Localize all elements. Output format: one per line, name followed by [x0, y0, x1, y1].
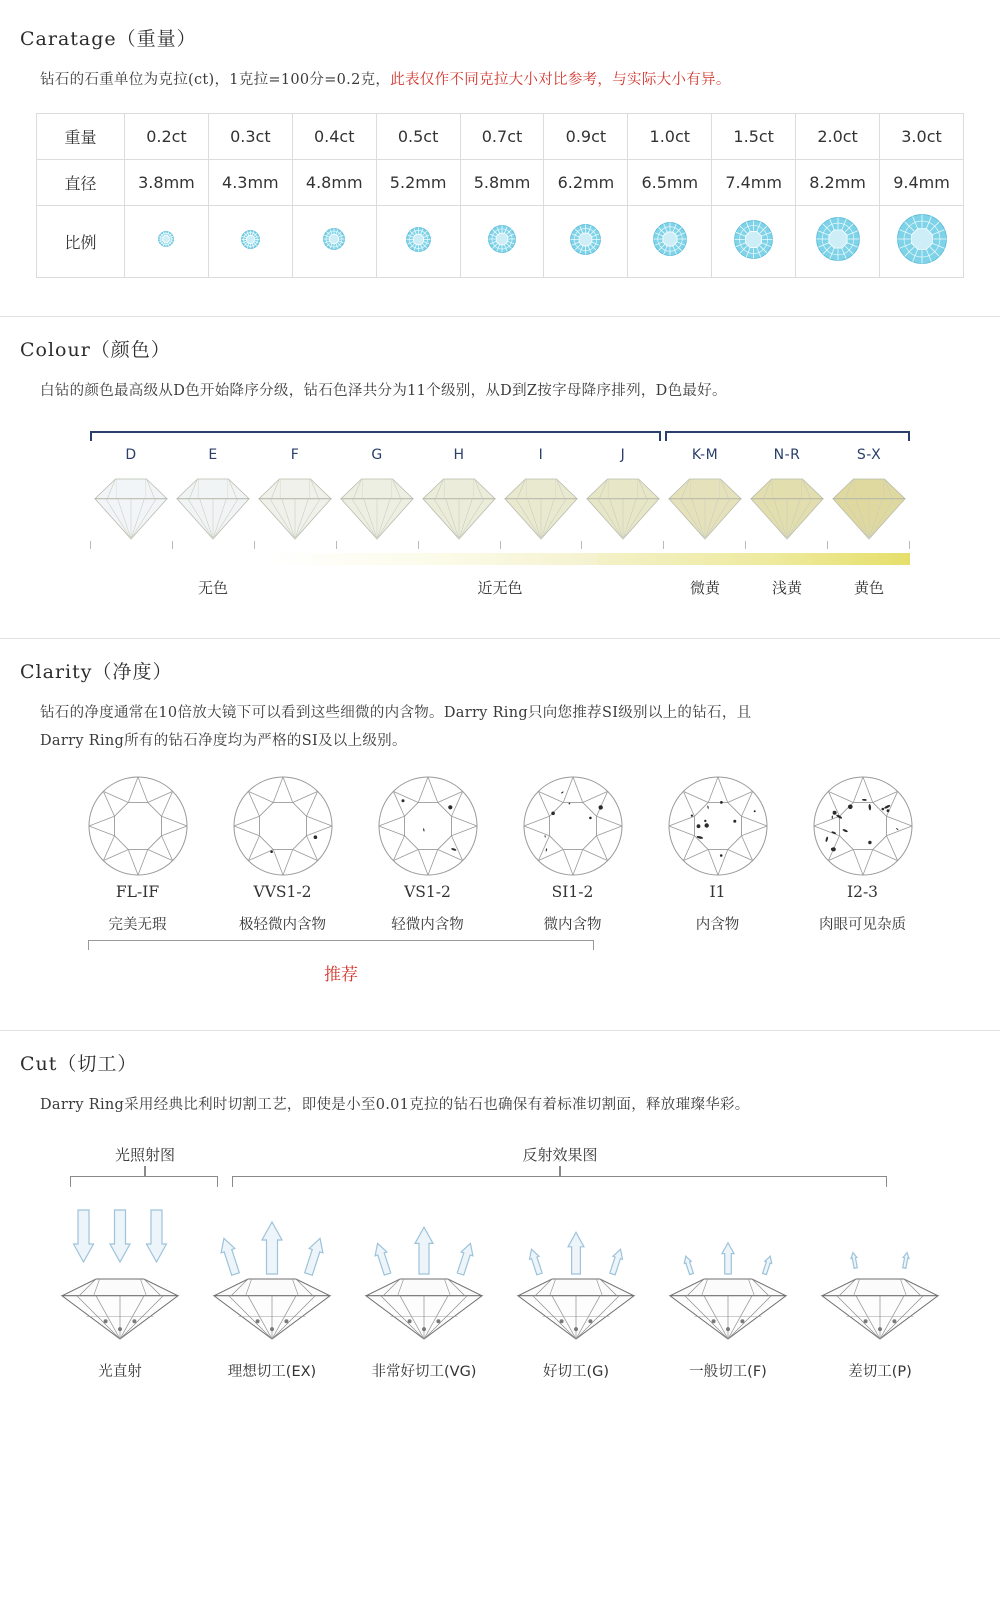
cell-gem-7	[712, 205, 796, 277]
clarity-diagram-icon	[505, 771, 640, 881]
diamond-top-icon	[210, 230, 291, 253]
cell-diameter: 4.3mm	[208, 159, 292, 205]
clarity-description-label: 完美无瑕	[108, 917, 167, 934]
colour-gradient-bar	[90, 553, 910, 565]
diamond-side-icon	[254, 467, 336, 541]
cut-bracket-group	[0, 1138, 1000, 1202]
section-header-caratage	[0, 6, 1000, 61]
diamond-side-icon	[336, 467, 418, 541]
cell-weight: 0.5ct	[376, 113, 460, 159]
clarity-item	[360, 771, 495, 934]
diamond-side-icon	[828, 467, 910, 541]
cut-item	[196, 1202, 348, 1381]
cut-item	[652, 1202, 804, 1381]
section-title-cut: Cut（切工）	[20, 1053, 138, 1076]
clarity-code: VS1-2	[404, 883, 451, 902]
cut-bracket-label-light: 光照射图	[114, 1145, 175, 1164]
diamond-side-icon	[746, 467, 828, 541]
colour-top-bracket	[90, 431, 910, 441]
colour-grade-cell	[746, 441, 828, 541]
diamond-top-icon	[545, 224, 626, 259]
colour-grade-label: S-X	[856, 447, 882, 464]
colour-grade-label: J	[620, 447, 626, 464]
cut-diagram-icon	[348, 1202, 500, 1352]
diamond-side-icon	[582, 467, 664, 541]
caratage-desc-highlight: 此表仅作不同克拉大小对比参考，与实际大小有异。	[390, 72, 731, 88]
cut-scale	[0, 1120, 1000, 1381]
cut-caption: 非常好切工(VG)	[371, 1363, 477, 1380]
cell-gem-6	[628, 205, 712, 277]
cut-bracket-stem-light	[144, 1166, 146, 1176]
cell-gem-5	[544, 205, 628, 277]
cut-caption: 好切工(G)	[542, 1363, 610, 1380]
colour-grade-label: E	[208, 447, 218, 464]
cell-diameter: 5.8mm	[460, 159, 544, 205]
cell-gem-2	[292, 205, 376, 277]
cell-diameter: 7.4mm	[712, 159, 796, 205]
colour-scale	[0, 405, 1000, 598]
row-label-ratio: 比例	[37, 205, 125, 277]
cut-item	[44, 1202, 196, 1381]
colour-grade-cell	[336, 441, 418, 541]
diamond-top-icon	[126, 231, 207, 251]
colour-tick	[909, 541, 910, 549]
section-title-colour: Colour（颜色）	[20, 338, 171, 361]
colour-grade-cell	[254, 441, 336, 541]
clarity-scale	[0, 755, 1000, 1004]
clarity-description-label: 极轻微内含物	[239, 917, 326, 934]
clarity-diagram-icon	[360, 771, 495, 881]
clarity-item	[795, 771, 930, 934]
diamond-top-icon	[462, 225, 543, 257]
diamond-guide-page	[0, 6, 1000, 1411]
table-row-diameter	[37, 159, 964, 205]
diamond-top-icon	[797, 217, 878, 265]
cut-diagram-icon	[44, 1202, 196, 1352]
section-header-clarity	[0, 638, 1000, 694]
cut-bracket-line-light	[70, 1176, 218, 1187]
cut-diagram-icon	[652, 1202, 804, 1352]
cut-diagram-icon	[500, 1202, 652, 1352]
clarity-diagram-icon	[795, 771, 930, 881]
cut-bracket-label-reflect: 反射效果图	[522, 1145, 598, 1164]
caratage-table	[36, 113, 964, 278]
diamond-top-icon	[294, 228, 375, 254]
clarity-description	[0, 694, 1000, 755]
clarity-description-label: 轻微内含物	[391, 917, 464, 934]
colour-grade-label: N-R	[773, 447, 801, 464]
section-header-cut	[0, 1030, 1000, 1086]
cell-weight: 0.3ct	[208, 113, 292, 159]
diamond-side-icon	[418, 467, 500, 541]
cell-diameter: 3.8mm	[125, 159, 209, 205]
cell-weight: 3.0ct	[880, 113, 964, 159]
cut-caption: 理想切工(EX)	[227, 1363, 317, 1380]
clarity-description-label: 肉眼可见杂质	[819, 917, 906, 934]
colour-grade-label: F	[290, 447, 300, 464]
cell-diameter: 9.4mm	[880, 159, 964, 205]
cut-item	[500, 1202, 652, 1381]
cell-gem-4	[460, 205, 544, 277]
clarity-code: I2-3	[846, 883, 879, 902]
section-title-clarity: Clarity（净度）	[20, 661, 173, 684]
cut-description: Darry Ring采用经典比利时切割工艺，即使是小至0.01克拉的钻石也确保有着标准切割面，释放璀璨华彩。	[40, 1097, 750, 1114]
diamond-side-icon	[172, 467, 254, 541]
colour-tick-row	[90, 541, 910, 549]
clarity-desc-line1: 钻石的净度通常在10倍放大镜下可以看到这些细微的内含物。Darry Ring只向您推荐SI级别以上的钻石，且	[40, 705, 752, 722]
colour-description: 白钻的颜色最高级从D色开始降序分级，钻石色泽共分为11个级别，从D到Z按字母降序排列，D色最好。	[40, 382, 727, 399]
caratage-table-wrap	[0, 95, 1000, 288]
colour-grade-label: K-M	[691, 447, 719, 464]
cell-gem-9	[880, 205, 964, 277]
cell-weight: 0.9ct	[544, 113, 628, 159]
clarity-recommend-group	[0, 940, 1000, 1004]
cell-diameter: 6.2mm	[544, 159, 628, 205]
section-header-colour	[0, 316, 1000, 372]
clarity-description-label: 微内含物	[543, 917, 602, 934]
clarity-code: SI1-2	[551, 883, 594, 902]
diamond-side-icon	[90, 467, 172, 541]
colour-grade-label: G	[371, 447, 383, 464]
cell-gem-8	[796, 205, 880, 277]
colour-category-label: 黄色	[853, 579, 884, 598]
clarity-item	[505, 771, 640, 934]
diamond-top-icon	[378, 227, 459, 256]
diamond-top-icon	[881, 214, 962, 268]
cell-weight: 1.0ct	[628, 113, 712, 159]
cell-weight: 0.2ct	[125, 113, 209, 159]
caratage-description	[0, 61, 1000, 95]
section-title-caratage: Caratage（重量）	[20, 28, 197, 50]
colour-grade-label: D	[125, 447, 137, 464]
cell-diameter: 5.2mm	[376, 159, 460, 205]
cell-weight: 1.5ct	[712, 113, 796, 159]
colour-grade-row	[90, 441, 910, 541]
colour-category-label: 微黄	[689, 579, 720, 598]
colour-grade-cell	[172, 441, 254, 541]
row-label-diameter: 直径	[37, 159, 125, 205]
table-row-weight	[37, 113, 964, 159]
cell-weight: 0.7ct	[460, 113, 544, 159]
clarity-description-label: 内含物	[695, 917, 740, 934]
cell-diameter: 8.2mm	[796, 159, 880, 205]
colour-category-label: 无色	[197, 579, 228, 598]
clarity-diagram-icon	[70, 771, 205, 881]
cut-bracket-stem-reflect	[559, 1166, 561, 1176]
colour-grade-cell	[664, 441, 746, 541]
colour-grade-label: H	[453, 447, 465, 464]
colour-grade-cell	[582, 441, 664, 541]
row-label-weight: 重量	[37, 113, 125, 159]
clarity-diagram-icon	[215, 771, 350, 881]
cut-diagram-icon	[804, 1202, 956, 1352]
cell-gem-1	[208, 205, 292, 277]
cut-caption: 一般切工(F)	[689, 1363, 767, 1380]
cell-gem-0	[125, 205, 209, 277]
cut-item	[804, 1202, 956, 1381]
clarity-code: I1	[709, 883, 726, 902]
cut-caption: 光直射	[98, 1363, 142, 1380]
cut-bracket-line-reflect	[232, 1176, 887, 1187]
colour-grade-cell	[418, 441, 500, 541]
colour-grade-cell	[828, 441, 910, 541]
colour-category-label: 近无色	[477, 579, 523, 598]
cell-weight: 2.0ct	[796, 113, 880, 159]
caratage-desc-plain: 钻石的石重单位为克拉(ct)，1克拉=100分=0.2克，	[40, 72, 391, 88]
cut-diagram-icon	[196, 1202, 348, 1352]
clarity-recommend-label: 推荐	[324, 965, 358, 986]
cut-caption: 差切工(P)	[848, 1363, 912, 1380]
cell-diameter: 6.5mm	[628, 159, 712, 205]
cell-gem-3	[376, 205, 460, 277]
clarity-code: FL-IF	[115, 883, 160, 902]
clarity-recommend-bracket	[88, 940, 594, 950]
colour-grade-cell	[500, 441, 582, 541]
clarity-code: VVS1-2	[253, 883, 312, 902]
clarity-item	[215, 771, 350, 934]
diamond-top-icon	[713, 220, 794, 263]
colour-category-label: 浅黄	[771, 579, 802, 598]
colour-grade-label: I	[538, 447, 544, 464]
cell-diameter: 4.8mm	[292, 159, 376, 205]
clarity-diagram-icon	[650, 771, 785, 881]
clarity-item	[70, 771, 205, 934]
diamond-side-icon	[500, 467, 582, 541]
colour-category-row	[90, 577, 910, 598]
diamond-side-icon	[664, 467, 746, 541]
diamond-top-icon	[629, 222, 710, 260]
table-row-ratio	[37, 205, 964, 277]
colour-grade-cell	[90, 441, 172, 541]
clarity-desc-line2: Darry Ring所有的钻石净度均为严格的SI及以上级别。	[40, 732, 407, 749]
cell-weight: 0.4ct	[292, 113, 376, 159]
clarity-item	[650, 771, 785, 934]
cut-item	[348, 1202, 500, 1381]
